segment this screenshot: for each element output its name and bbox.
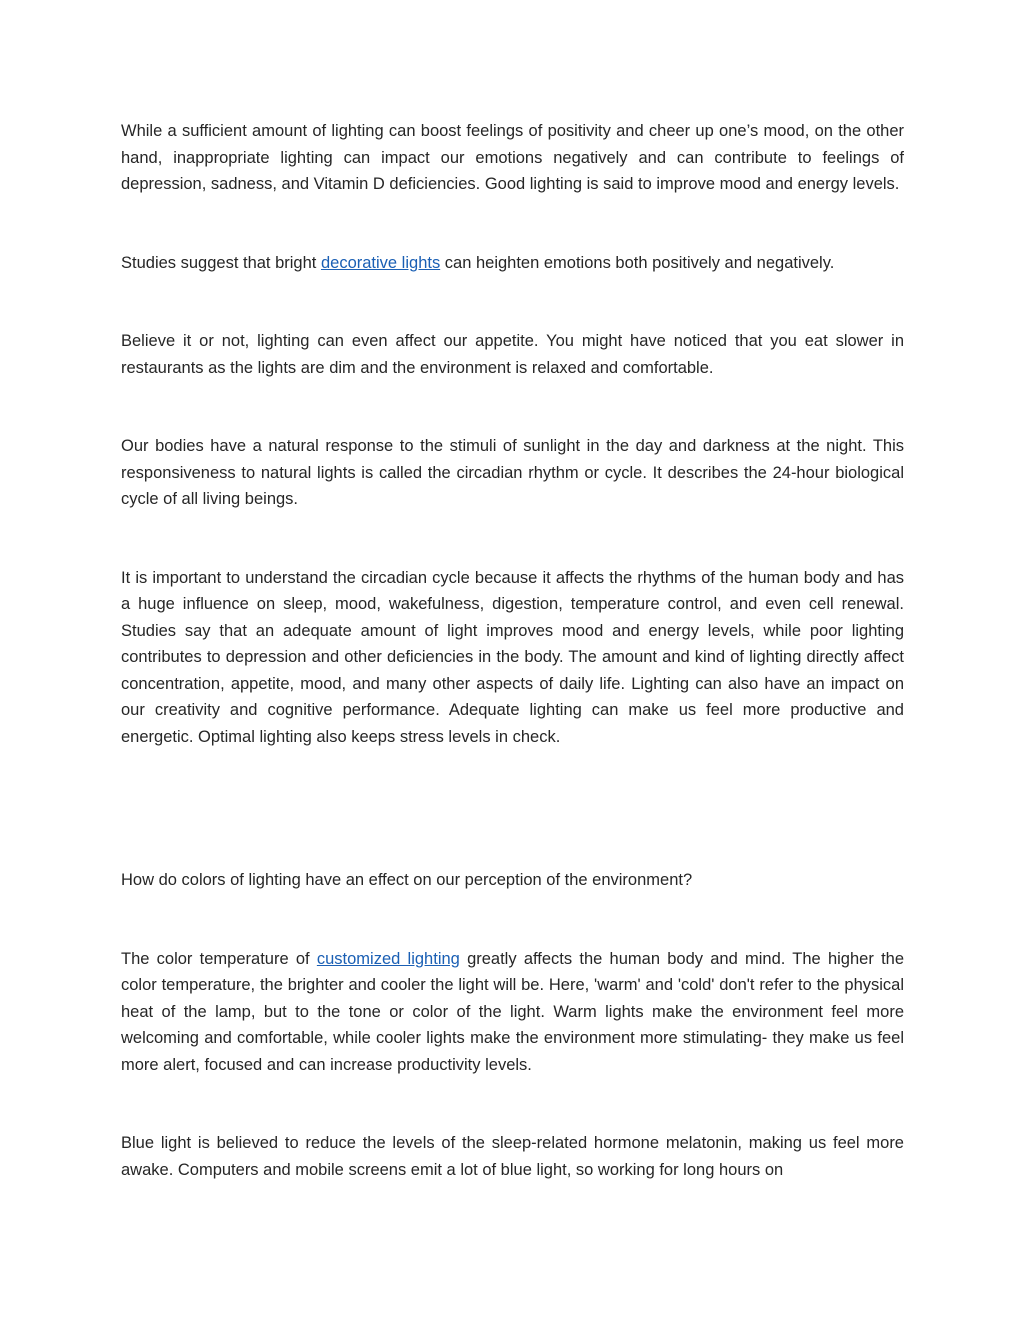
document-body (121, 118, 904, 1183)
paragraph-appetite: Believe it or not, lighting can even affect our appetite. You might have noticed that you eat slower in restaurants as the lights are dim and the environment is relaxed and comfortable. (121, 332, 904, 377)
paragraph-circadian-rhythm: Our bodies have a natural response to the stimuli of sunlight in the day and darkness at the night. This responsiveness to natural lights is called the circadian rhythm or cycle. It describes the 24-hour biological cycle of all living beings. (121, 437, 904, 508)
paragraph-spacer (121, 815, 904, 867)
paragraph-spacer (121, 894, 904, 946)
paragraph-spacer (121, 198, 904, 250)
paragraph-blue-light: Blue light is believed to reduce the levels of the sleep-related hormone melatonin, making us feel more awake. Computers and mobile screens emit a lot of blue light, so working for long hours on (121, 1134, 904, 1179)
paragraph-spacer (121, 1078, 904, 1130)
paragraph-circadian-cycle-importance: It is important to understand the circadian cycle because it affects the rhythms of the human body and has a huge influence on sleep, mood, wakefulness, digestion, temperature control, and even cell renewal. Studies say that an adequate amount of light improves mood and energy levels, while poor lighting contributes to depression and other deficiencies in the body. The amount and kind of lighting directly affect concentration, appetite, mood, and many other aspects of daily life. Lighting can also have an impact on our creativity and cognitive performance. Adequate lighting can make us feel more productive and energetic. Optimal lighting also keeps stress levels in check. (121, 568, 904, 746)
paragraph-text-after-link: can heighten emotions both positively and negatively. (440, 253, 835, 272)
paragraph-spacer (121, 750, 904, 815)
customized-lighting-link[interactable]: customized lighting (316, 949, 460, 968)
paragraph-color-temperature (121, 946, 904, 1079)
paragraph-decorative-lights (121, 250, 904, 277)
paragraph-spacer (121, 276, 904, 328)
paragraph-text-after-link: greatly affects the human body and mind. The higher the color temperature, the brighter and cooler the light will be. Here, 'warm' and 'cold' don't refer to the physical heat of the lamp, but to the tone or color of the light. Warm lights make the environment feel more welcoming and comfortable, while cooler lights make the environment more stimulating- they make us feel more alert, focused and can increase productivity levels. (121, 949, 905, 1074)
paragraph-question-colors: How do colors of lighting have an effect on our perception of the environment? (121, 871, 693, 889)
paragraph-lighting-mood: While a sufficient amount of lighting can boost feelings of positivity and cheer up one’s mood, on the other hand, inappropriate lighting can impact our emotions negatively and can contribute to feelings of depression, sadness, and Vitamin D deficiencies. Good lighting is said to improve mood and energy levels. (121, 122, 904, 193)
paragraph-text-before-link: The color temperature of (121, 949, 317, 968)
decorative-lights-link[interactable]: decorative lights (320, 253, 441, 272)
paragraph-text-before-link: Studies suggest that bright (121, 253, 321, 272)
paragraph-spacer (121, 381, 904, 433)
paragraph-spacer (121, 513, 904, 565)
